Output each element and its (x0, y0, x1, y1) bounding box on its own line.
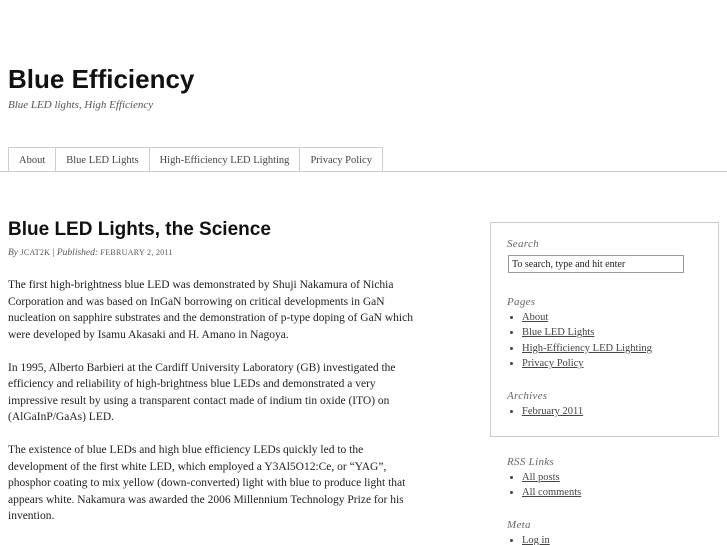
pages-heading: Pages (507, 296, 536, 308)
archives-list (508, 404, 583, 419)
post-content (8, 277, 418, 541)
list-item (522, 470, 581, 485)
site-tagline: Blue LED lights, High Efficiency (8, 99, 154, 111)
search-heading: Search (507, 238, 539, 250)
post-author[interactable]: JCAT2K (20, 248, 51, 257)
list-item (522, 325, 652, 340)
list-item (522, 341, 652, 356)
rss-link-all-posts[interactable]: All posts (522, 472, 560, 483)
list-item (522, 356, 652, 371)
archives-heading: Archives (507, 390, 548, 402)
post-title[interactable]: Blue LED Lights, the Science (8, 219, 271, 240)
rss-list (508, 470, 581, 501)
rss-link-all-comments[interactable]: All comments (522, 487, 582, 499)
nav-item-privacy-policy[interactable]: Privacy Policy (299, 147, 383, 172)
archive-link-february-2011[interactable]: February 2011 (522, 406, 584, 417)
nav-item-high-efficiency-led-lighting[interactable]: High-Efficiency LED Lighting (149, 147, 300, 172)
post-paragraph: The first high-brightness blue LED was demonstrated by Shuji Nakamura of Nichia Corporation and was based on InGaN borrowing on critical developments in GaN nucleation on sapphire substrates and the demonstration of p-type doping of GaN which were developed by Isamu Akasaki and H. Amano in Nagoya. (8, 279, 413, 341)
page-link-high-efficiency-led-lighting[interactable]: High-Efficiency LED Lighting (522, 342, 652, 354)
page-link-privacy-policy[interactable]: Privacy Policy (522, 357, 584, 369)
nav-item-about[interactable]: About (8, 147, 55, 172)
meta-heading: Meta (507, 519, 531, 531)
list-item (522, 485, 581, 500)
meta-link-log-in[interactable]: Log in (522, 535, 550, 545)
post-by-label: By (8, 248, 19, 258)
search-input[interactable] (508, 255, 684, 273)
post-date: FEBRUARY 2, 2011 (100, 248, 173, 257)
list-item (522, 404, 583, 419)
nav-item-blue-led-lights[interactable]: Blue LED Lights (55, 147, 148, 172)
meta-list (508, 533, 550, 545)
page-link-about[interactable]: About (522, 312, 549, 323)
pages-list (508, 310, 652, 371)
post-published-label: Published: (56, 248, 99, 258)
post-meta-separator: | (52, 248, 55, 258)
page-link-blue-led-lights[interactable]: Blue LED Lights (522, 327, 595, 339)
post-paragraph: The existence of blue LEDs and high blue efficiency LEDs quickly led to the development of the first white LED, which employed a Y3Al5O12:Ce, or “YAG”, phosphor coating to mix yellow (down-converted) light with blue to produce light that appears white. Nakamura was awarded the 2006 Millennium Technology Prize for his invention. (8, 444, 406, 522)
site-title[interactable]: Blue Efficiency (8, 64, 195, 94)
list-item (522, 310, 652, 325)
post-paragraph: In 1995, Alberto Barbieri at the Cardiff University Laboratory (GB) investigated the efficiency and reliability of high-brightness blue LEDs and demonstrated a very impressive result by using a transparent contact made of indium tin oxide (ITO) on (AlGaInP/GaAs) LED. (8, 361, 396, 423)
nav-divider (0, 171, 727, 172)
post-meta (8, 248, 173, 258)
main-nav (8, 147, 383, 172)
list-item (522, 533, 550, 545)
rss-heading: RSS Links (507, 456, 555, 468)
